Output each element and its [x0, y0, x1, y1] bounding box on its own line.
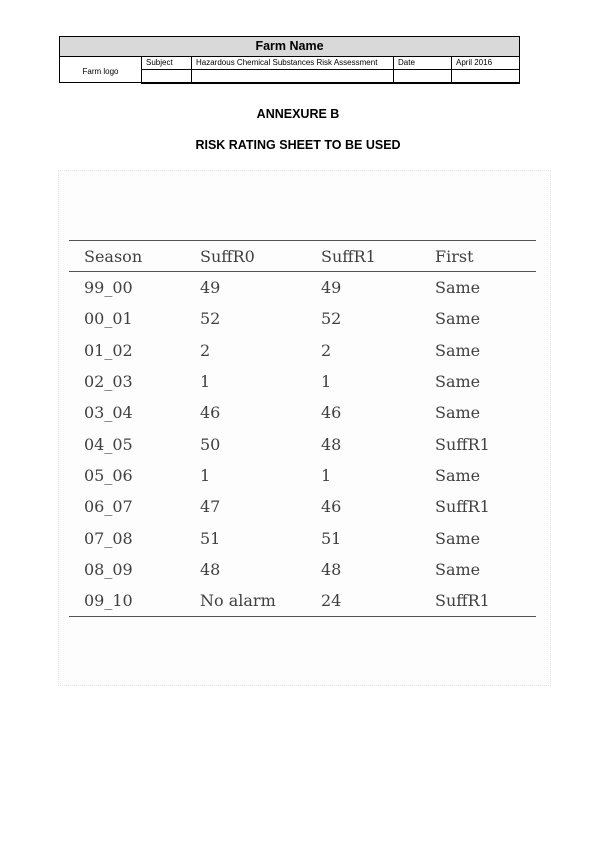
date-label: Date [394, 57, 452, 70]
table-cell: 52 [200, 309, 221, 329]
table-cell: 2 [321, 340, 332, 360]
table-row [69, 366, 536, 397]
table-cell: Same [435, 559, 481, 579]
table-row [69, 335, 536, 366]
table-row [69, 554, 536, 585]
table-cell: 52 [321, 309, 342, 329]
column-header-season: Season [69, 241, 185, 272]
date-value: April 2016 [452, 57, 520, 70]
table-cell: 46 [321, 497, 342, 517]
table-cell: 01_02 [84, 340, 133, 360]
empty-cell [394, 70, 452, 83]
table-cell: Same [435, 403, 481, 423]
document-header [59, 36, 520, 84]
table-cell: 49 [321, 278, 342, 298]
table-cell: 99_00 [84, 278, 133, 298]
empty-cell [452, 70, 520, 83]
table-cell: SuffR1 [435, 497, 490, 517]
table-cell: 49 [200, 278, 221, 298]
table-cell: Same [435, 372, 481, 392]
subject-label: Subject [142, 57, 192, 70]
table-cell: 48 [321, 434, 342, 454]
table-cell: Same [435, 278, 481, 298]
table-row [69, 585, 536, 617]
table-cell: 03_04 [84, 403, 133, 423]
table-row [69, 460, 536, 491]
column-header-first: First [420, 241, 536, 272]
table-cell: 46 [321, 403, 342, 423]
table-row [69, 397, 536, 428]
annexure-title: ANNEXURE B [256, 107, 340, 121]
farm-logo: Farm logo [60, 57, 142, 83]
table-cell: Same [435, 340, 481, 360]
table-cell: Same [435, 528, 481, 548]
table-row [69, 522, 536, 553]
table-cell: 1 [321, 372, 332, 392]
table-cell: 00_01 [84, 309, 133, 329]
table-cell: 46 [200, 403, 221, 423]
table-cell: 48 [321, 559, 342, 579]
table-cell: 09_10 [69, 585, 185, 617]
table-cell: 48 [200, 559, 221, 579]
table-cell: 05_06 [84, 465, 133, 485]
table-cell: 07_08 [84, 528, 133, 548]
table-cell: 1 [321, 465, 332, 485]
table-cell: 24 [306, 585, 420, 617]
table-cell: 51 [200, 528, 221, 548]
table-cell: 47 [200, 497, 221, 517]
table-cell: 02_03 [84, 372, 133, 392]
table-header-row [69, 241, 536, 272]
table-cell: 04_05 [84, 434, 133, 454]
table-cell: 51 [321, 528, 342, 548]
table-cell: 08_09 [84, 559, 133, 579]
table-cell: 2 [200, 340, 211, 360]
column-header-suffr0: SuffR0 [185, 241, 306, 272]
sheet-title: RISK RATING SHEET TO BE USED [195, 138, 401, 152]
table-cell: 1 [200, 372, 211, 392]
table-row [69, 428, 536, 459]
table-cell: 06_07 [84, 497, 133, 517]
subject-value: Hazardous Chemical Substances Risk Assessment [192, 57, 394, 70]
table-cell: 50 [200, 434, 221, 454]
empty-cell [192, 70, 394, 83]
table-cell: 1 [200, 465, 211, 485]
empty-cell [142, 70, 192, 83]
risk-rating-table [69, 240, 536, 617]
table-row [69, 272, 536, 304]
table-row [69, 491, 536, 522]
table-cell: SuffR1 [420, 585, 536, 617]
table-cell: SuffR1 [435, 434, 490, 454]
table-cell: Same [435, 309, 481, 329]
table-row [69, 303, 536, 334]
column-header-suffr1: SuffR1 [306, 241, 420, 272]
table-cell: No alarm [185, 585, 306, 617]
table-cell: Same [435, 465, 481, 485]
farm-name: Farm Name [60, 37, 520, 57]
